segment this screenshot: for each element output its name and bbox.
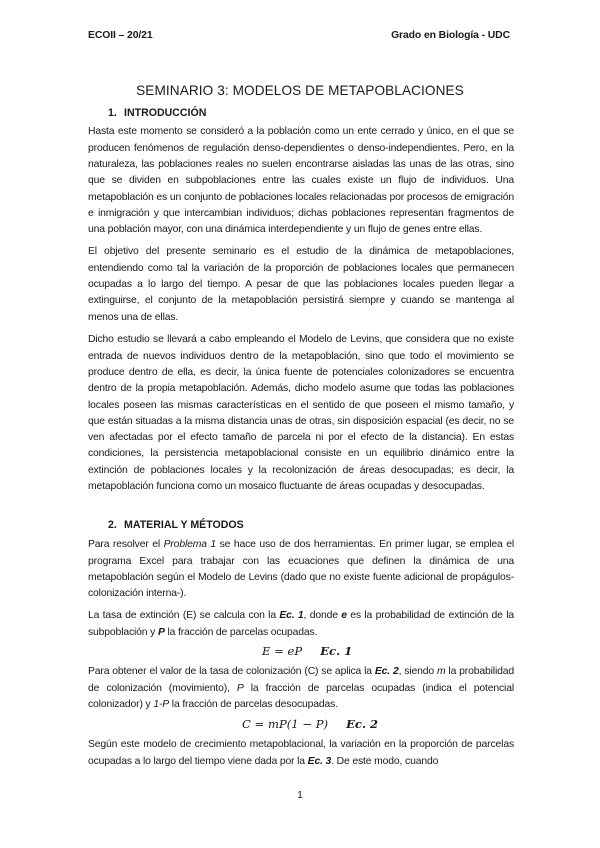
section-number: 1. [108,107,117,119]
equation-ref: Ec. 3 [307,755,332,767]
section-heading-introduccion [108,107,206,119]
page-number: 1 [297,790,303,801]
paragraph-extinction: La tasa de extinción (E) se calcula con la Ec. 1, donde e es la probabilidad de extinción de la subpoblación y P la fracción de parcelas ocupadas. [88,610,514,638]
equation-label: Ec. 2 [346,717,379,731]
header-course: ECOII – 20/21 [88,30,153,41]
equation-ref: Ec. 1 [279,610,304,622]
paragraph-tools: Para resolver el Problema 1 se hace uso de dos herramientas. En primer lugar, se emplea el programa Excel para trabajar con las ecuaciones que definen la dinámica de una metapoblación según el Modelo de Levins (dado que no existe fuente adicional de propágulos-colonización interna-). [88,539,514,600]
equation-label: Ec. 1 [320,644,353,658]
equation-formula: C = mP(1 − P) [242,717,329,731]
paragraph-colonization: Para obtener el valor de la tasa de colonización (C) se aplica la Ec. 2, siendo m la probabilidad de colonización (movimiento), P la fracción de parcelas ocupadas (indica el potencial colonizador) y 1-P la fracción de parcelas desocupadas. [88,666,514,710]
page-title: SEMINARIO 3: MODELOS DE METAPOBLACIONES [136,83,464,98]
equation-1 [262,644,352,658]
paragraph-growth-model: Según este modelo de crecimiento metapoblacional, la variación en la proporción de parcelas ocupadas a lo largo del tiempo viene dada por la Ec. 3. De este modo, cuando [88,739,514,767]
problem-ref: Problema 1 [163,539,217,551]
section-label: MATERIAL Y MÉTODOS [124,519,244,531]
equation-formula: E = eP [262,644,303,658]
paragraph-objective: El objetivo del presente seminario es el estudio de la dinámica de metapoblaciones, entendiendo como tal la variación de la proporción de poblaciones locales que permanecen ocupadas a lo largo del tiempo. A pesar de que las poblaciones locales pueden llegar a extinguirse, el conjunto de la metapoblación persistirá siempre y cuando se mantenga al menos una de ellas. [88,246,514,323]
equation-ref: Ec. 2 [374,666,399,678]
section-heading-material-metodos [108,519,244,531]
paragraph-intro: Hasta este momento se consideró a la población como un ente cerrado y único, en el que se producen fenómenos de regulación denso-dependientes o denso-independientes. Pero, en la naturaleza, las poblaciones reales no suelen encontrarse aisladas las unas de las otras, sino que se dividen en subpoblaciones entre las cuales existe un flujo de individuos. Una metapoblación es un conjunto de poblaciones locales relacionadas por procesos de emigración e inmigración y que intercambian individuos; dichas poblaciones representan fragmentos de una población mayor, con una dinámica interdependiente y un flujo de genes entre ellas. [88,126,514,236]
equation-2 [242,717,378,731]
header-degree: Grado en Biología - UDC [391,30,510,41]
section-number: 2. [108,519,117,531]
paragraph-levins-model: Dicho estudio se llevará a cabo empleando el Modelo de Levins, que considera que no existe entrada de nuevos individuos dentro de la metapoblación, sino que todo el movimiento se produce dentro de ella, es decir, la única fuente de potenciales colonizadores se encuentra dentro de la propia metapoblación. Además, dicho modelo asume que todas las poblaciones locales poseen las mismas características en el sentido de que poseen el mismo tamaño, y que están situadas a la misma distancia unas de otras, sin disposición espacial (es decir, no se ven afectadas por el efecto tamaño de parcela ni por el efecto de la distancia). En estas condiciones, la persistencia metapoblacional consiste en un equilibrio dinámico entre la extinción de poblaciones locales y la recolonización de áreas desocupadas; es decir, la metapoblación funciona como un mosaico fluctuante de áreas ocupadas y desocupadas. [88,334,514,493]
section-label: INTRODUCCIÓN [124,107,207,119]
